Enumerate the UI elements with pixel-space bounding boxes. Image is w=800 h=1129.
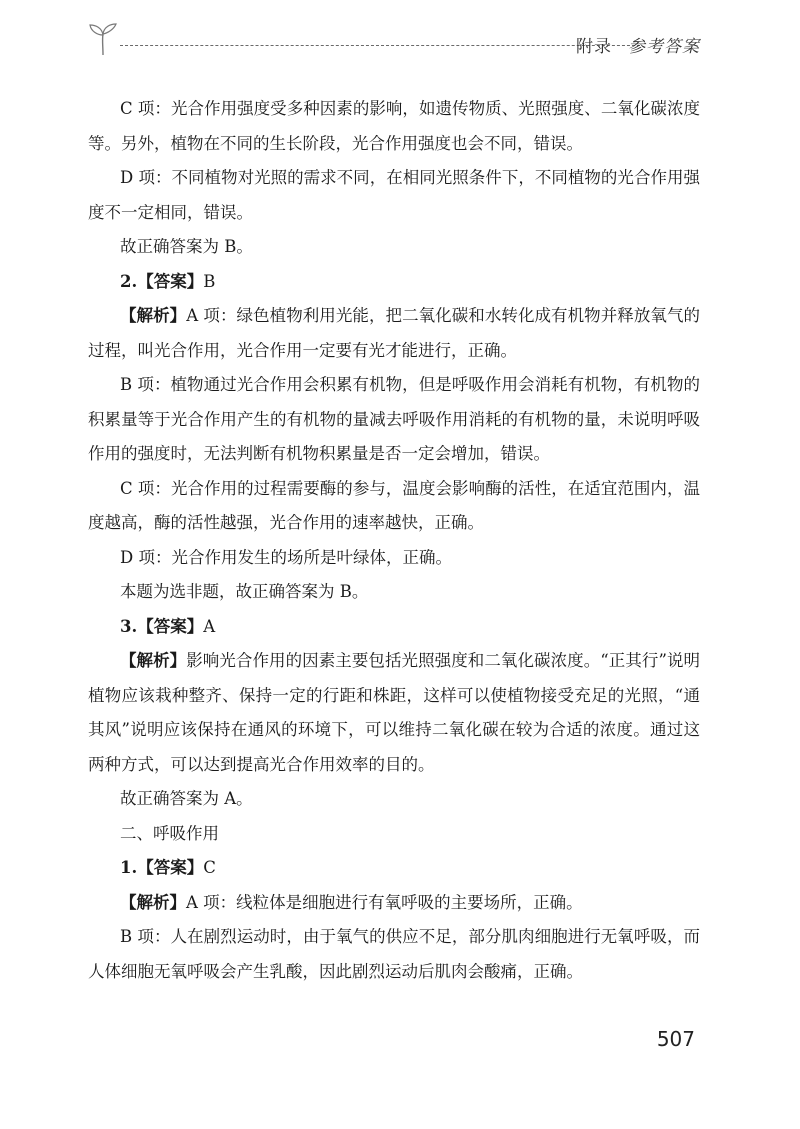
paragraph-text: C [203, 858, 216, 877]
answer-body [88, 92, 700, 989]
page-header [88, 22, 700, 58]
header-label [576, 32, 700, 57]
answer-tag: 【解析】 [120, 651, 187, 670]
paragraph [88, 265, 700, 300]
paragraph [88, 610, 700, 645]
answer-tag: 【解析】 [120, 306, 187, 325]
paragraph-text: 故正确答案为 B。 [120, 237, 253, 256]
paragraph-text: A [203, 616, 216, 636]
paragraph [88, 920, 700, 989]
paragraph [88, 92, 700, 161]
answer-tag: 3.【答案】 [120, 616, 204, 636]
paragraph-text: C 项：光合作用的过程需要酶的参与，温度会影响酶的活性，在适宜范围内，温度越高，酶的活性越强，光合作用的速率越快，正确。 [88, 478, 700, 532]
paragraph [88, 782, 700, 817]
paragraph [88, 230, 700, 265]
paragraph [88, 575, 700, 610]
header-section: 附录 [576, 37, 612, 57]
answer-tag: 【解析】 [120, 892, 186, 912]
paragraph [88, 299, 700, 368]
page-number: 507 [656, 1027, 695, 1051]
sprout-icon [88, 22, 118, 56]
paragraph-text: B 项：植物通过光合作用会积累有机物，但是呼吸作用会消耗有机物，有机物的积累量等于光合作用产生的有机物的量减去呼吸作用消耗的有机物的量，未说明呼吸作用的强度时，无法判断有机物积累量是否一定会增加，错误。 [88, 375, 700, 463]
answer-tag: 2.【答案】 [120, 271, 204, 291]
paragraph-text: 故正确答案为 A。 [120, 789, 253, 808]
header-rule [120, 45, 640, 46]
paragraph [88, 368, 700, 472]
paragraph-text: D 项：不同植物对光照的需求不同，在相同光照条件下，不同植物的光合作用强度不一定相同，错误。 [88, 168, 700, 222]
paragraph-text: D 项：光合作用发生的场所是叶绿体，正确。 [120, 547, 452, 567]
paragraph [88, 161, 700, 230]
paragraph [88, 472, 700, 541]
paragraph [88, 886, 700, 921]
paragraph [88, 541, 700, 576]
paragraph-text: C 项：光合作用强度受多种因素的影响，如遗传物质、光照强度、二氧化碳浓度等。另外，植物在不同的生长阶段，光合作用强度也会不同，错误。 [88, 99, 700, 153]
paragraph-text: B [203, 271, 216, 291]
paragraph-text: B 项：人在剧烈运动时，由于氧气的供应不足，部分肌肉细胞进行无氧呼吸，而人体细胞无氧呼吸会产生乳酸，因此剧烈运动后肌肉会酸痛，正确。 [88, 927, 700, 981]
paragraph-text: 本题为选非题，故正确答案为 B。 [120, 582, 369, 601]
paragraph-text: A 项：线粒体是细胞进行有氧呼吸的主要场所，正确。 [186, 892, 583, 912]
paragraph-text: 影响光合作用的因素主要包括光照强度和二氧化碳浓度。“正其行”说明植物应该栽种整齐、保持一定的行距和株距，这样可以使植物接受充足的光照，“通其风”说明应该保持在通风的环境下，可以维持二氧化碳在较为合适的浓度。通过这两种方式，可以达到提高光合作用效率的目的。 [88, 651, 701, 774]
paragraph [88, 644, 700, 782]
paragraph [88, 817, 700, 852]
paragraph [88, 851, 700, 886]
paragraph-text: 二、呼吸作用 [120, 823, 219, 843]
answer-tag: 1.【答案】 [120, 858, 204, 877]
paragraph-text: A 项：绿色植物利用光能，把二氧化碳和水转化成有机物并释放氧气的过程，叫光合作用，光合作用一定要有光才能进行，正确。 [88, 306, 700, 360]
header-subsection: 参考答案 [628, 37, 700, 57]
